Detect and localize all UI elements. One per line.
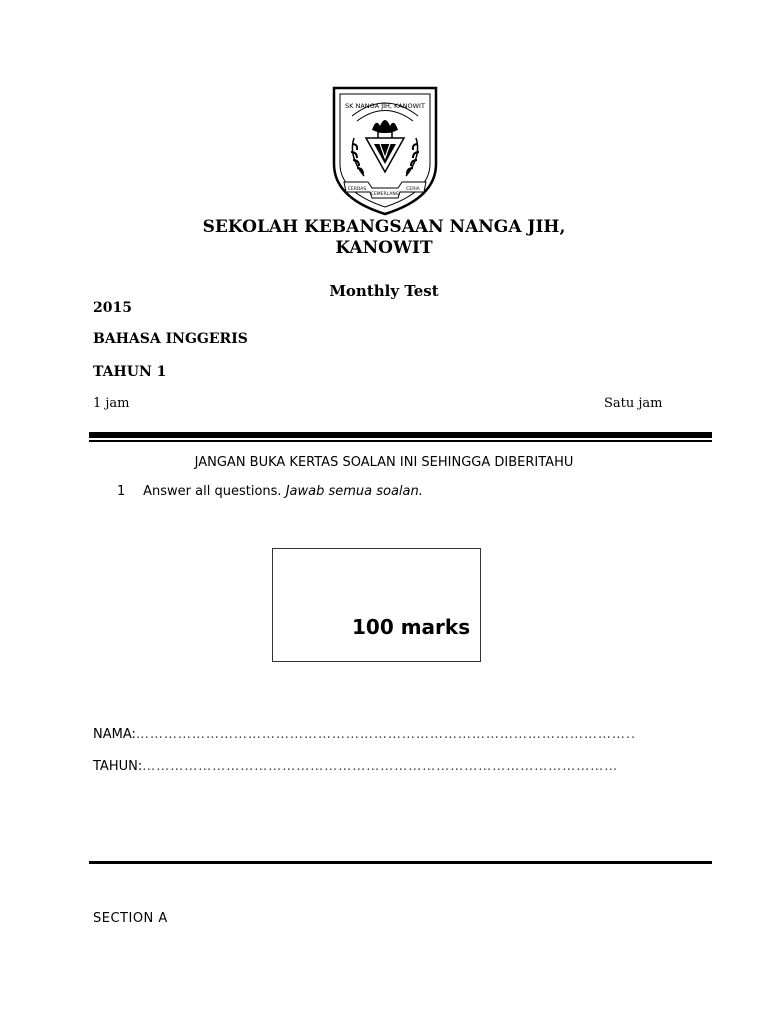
instruction-number: 1 xyxy=(117,484,126,499)
section-divider xyxy=(89,861,712,864)
test-title: Monthly Test xyxy=(329,282,439,300)
crest-top-text: SK NANGA JIH, KANOWIT xyxy=(345,102,425,110)
crest-top-arc-inner xyxy=(357,111,413,122)
subject-name: BAHASA INGGERIS xyxy=(93,331,248,347)
ribbon-right-text: CERIA xyxy=(406,187,420,192)
name-label: NAMA: xyxy=(93,727,136,742)
section-title: SECTION A xyxy=(93,911,168,926)
total-marks: 100 marks xyxy=(352,615,471,639)
grade-level: TAHUN 1 xyxy=(93,364,167,380)
header-divider-thick xyxy=(89,432,712,438)
year-dotted-line[interactable]: ………………………………………………………………………………………… xyxy=(142,759,619,774)
school-crest-logo xyxy=(330,86,440,216)
instruction-text: Answer all questions. xyxy=(143,484,282,499)
do-not-open-warning: JANGAN BUKA KERTAS SOALAN INI SEHINGGA DIBERITAHU xyxy=(194,455,574,470)
ribbon-left-text: CERDAS xyxy=(347,187,367,192)
marks-box xyxy=(272,548,481,662)
torch-flame-icon xyxy=(372,120,398,133)
school-name-line2: KANOWIT xyxy=(335,238,433,258)
duration-left: 1 jam xyxy=(93,396,130,411)
school-name-line1: SEKOLAH KEBANGSAAN NANGA JIH, xyxy=(202,217,566,237)
instruction-item xyxy=(117,484,423,499)
year-label: TAHUN: xyxy=(93,759,143,774)
exam-year: 2015 xyxy=(93,300,132,316)
instruction-text-malay: Jawab semua soalan. xyxy=(285,484,423,499)
ribbon-center-text: CEMERLANG xyxy=(370,192,400,197)
year-field[interactable] xyxy=(93,759,618,774)
name-dotted-line[interactable]: …………………………………………………………………………………………….. xyxy=(135,727,637,742)
header-divider-thin xyxy=(89,440,712,442)
name-field[interactable] xyxy=(93,727,636,742)
duration-right: Satu jam xyxy=(604,396,663,411)
